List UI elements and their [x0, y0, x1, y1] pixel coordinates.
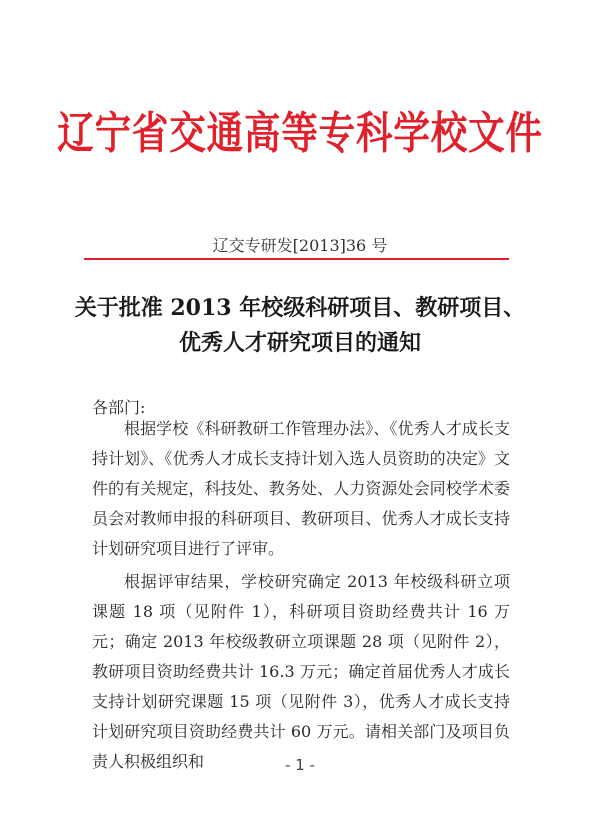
red-divider-line — [84, 258, 509, 260]
paragraph-text: 根据评审结果，学校研究确定 2013 年校级科研立项课题 18 项（见附件 1），科研项目资助经费共计 16 万元；确定 2013 年校级教研立项课题 28 项（见附件 2），教研项目资助经费共计 16.3 万元；确定首届优秀人才成长支持计划研究课题 15 项（见附件 3），优秀人才成长支持计划研究项目资助经费共计 60 万元。请相关部门及项目负责人积极组织和 — [92, 572, 510, 771]
paragraph-text: 根据学校《科研教研工作管理办法》、《优秀人才成长支持计划》、《优秀人才成长支持计划入选人员资助的决定》文件的有关规定，科技处、教务处、人力资源处会同校学术委员会对教师申报的科研项目、教研项目、优秀人才成长支持计划研究项目进行了评审。 — [92, 419, 510, 558]
body-paragraph-1 — [92, 414, 510, 564]
notice-title-line-2: 优秀人才研究项目的通知 — [178, 330, 421, 356]
page-number: - 1 - — [285, 756, 315, 774]
document-number: 辽交专研发[2013]36 号 — [212, 236, 388, 255]
notice-title — [0, 291, 600, 361]
document-header-title: 辽宁省交通高等专科学校文件 — [57, 108, 543, 159]
body-paragraph-2 — [92, 567, 510, 777]
salutation: 各部门: — [92, 398, 146, 417]
notice-title-line-1: 关于批准 2013 年校级科研项目、教研项目、 — [74, 295, 526, 321]
